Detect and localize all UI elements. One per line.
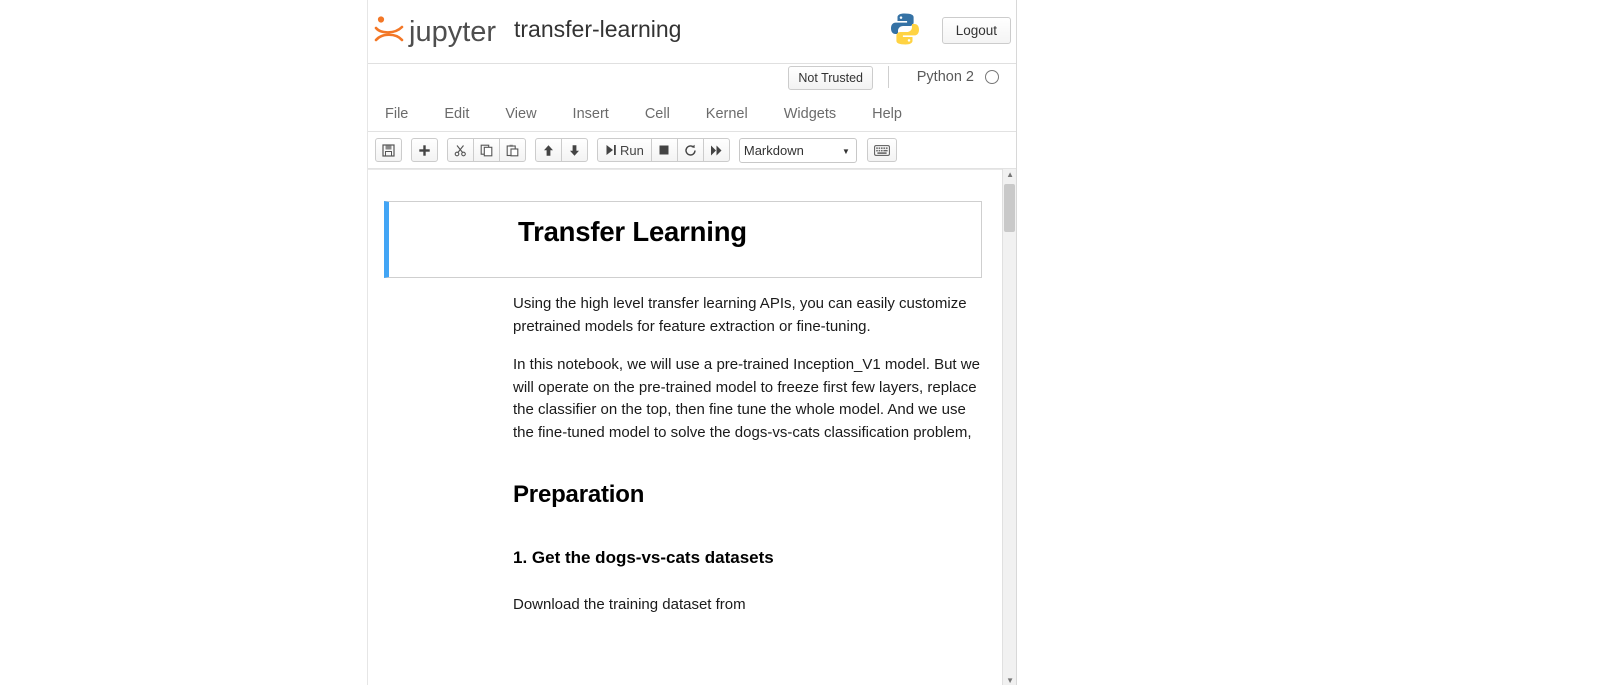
markdown-cell-body[interactable]: [513, 293, 983, 617]
run-cell-button[interactable]: [597, 138, 652, 162]
chevron-down-icon: ▼: [841, 146, 850, 156]
insert-cell-group: [411, 138, 438, 162]
menu-help[interactable]: Help: [872, 106, 902, 122]
copy-icon[interactable]: [473, 138, 500, 162]
menu-edit[interactable]: Edit: [444, 106, 470, 122]
jupyter-logo-text: jupyter: [409, 15, 497, 48]
trust-kernel-bar: [368, 64, 1016, 97]
cell-type-select-wrapper: [739, 138, 857, 163]
paragraph-download: Download the training dataset from: [513, 596, 746, 613]
menu-file[interactable]: File: [385, 106, 409, 122]
scroll-down-arrow-icon[interactable]: ▼: [1006, 676, 1014, 685]
heading-get-datasets: 1. Get the dogs-vs-cats datasets: [513, 548, 774, 567]
paragraph-apis: Using the high level transfer learning APIs, you can easily customize pretrained models for feature extraction or fine-tuning.: [513, 295, 967, 335]
stop-square-icon[interactable]: [651, 138, 678, 162]
paragraph-inception: In this notebook, we will use a pre-trained Inception_V1 model. But we will operate on the pre-trained model to freeze first few layers, replace the classifier on the top, then fine tune the whole model. And we use the fine-tuned model to solve the dogs-vs-cats classification problem,: [513, 356, 980, 441]
fast-forward-icon[interactable]: [703, 138, 730, 162]
markdown-cell-selected[interactable]: [384, 201, 982, 278]
notebook-name[interactable]: transfer-learning: [514, 16, 682, 42]
keyboard-icon[interactable]: [867, 138, 897, 162]
jupyter-logo[interactable]: [373, 12, 496, 52]
python-logo-icon: [889, 12, 921, 46]
scroll-up-arrow-icon[interactable]: ▲: [1006, 170, 1014, 179]
notebook-header: [368, 0, 1016, 64]
toolbar: [368, 132, 1016, 169]
run-label: Run: [620, 142, 644, 158]
bar-divider: [888, 66, 889, 88]
arrow-up-icon[interactable]: [535, 138, 562, 162]
scissors-icon[interactable]: [447, 138, 474, 162]
edit-group: [447, 138, 526, 162]
cell-container: [368, 169, 1003, 685]
restart-circular-arrow-icon[interactable]: [677, 138, 704, 162]
run-group: [597, 138, 730, 162]
paste-icon[interactable]: [499, 138, 526, 162]
menu-widgets[interactable]: Widgets: [783, 106, 837, 122]
vertical-scrollbar[interactable]: [1002, 169, 1016, 685]
save-floppy-icon[interactable]: [375, 138, 402, 162]
menu-view[interactable]: View: [505, 106, 537, 122]
menu-bar: [368, 97, 1016, 132]
kernel-name-label[interactable]: Python 2: [916, 69, 974, 85]
heading-transfer-learning: Transfer Learning: [518, 216, 747, 247]
arrow-down-icon[interactable]: [561, 138, 588, 162]
logout-button[interactable]: Logout: [942, 17, 1011, 44]
kernel-idle-circle-icon[interactable]: [985, 70, 999, 84]
jupyter-logo-icon: [373, 15, 407, 49]
heading-preparation: Preparation: [513, 481, 645, 508]
notebook-body: [368, 169, 1016, 685]
menu-kernel[interactable]: Kernel: [705, 106, 748, 122]
plus-icon[interactable]: [411, 138, 438, 162]
jupyter-notebook-window: [367, 0, 1017, 685]
trust-notebook-button[interactable]: Not Trusted: [788, 66, 873, 90]
save-group: [375, 138, 402, 162]
menu-cell[interactable]: Cell: [644, 106, 670, 122]
scrollbar-thumb[interactable]: [1004, 184, 1015, 232]
move-group: [535, 138, 588, 162]
cell-type-select[interactable]: [739, 138, 857, 163]
menu-insert[interactable]: Insert: [572, 106, 609, 122]
